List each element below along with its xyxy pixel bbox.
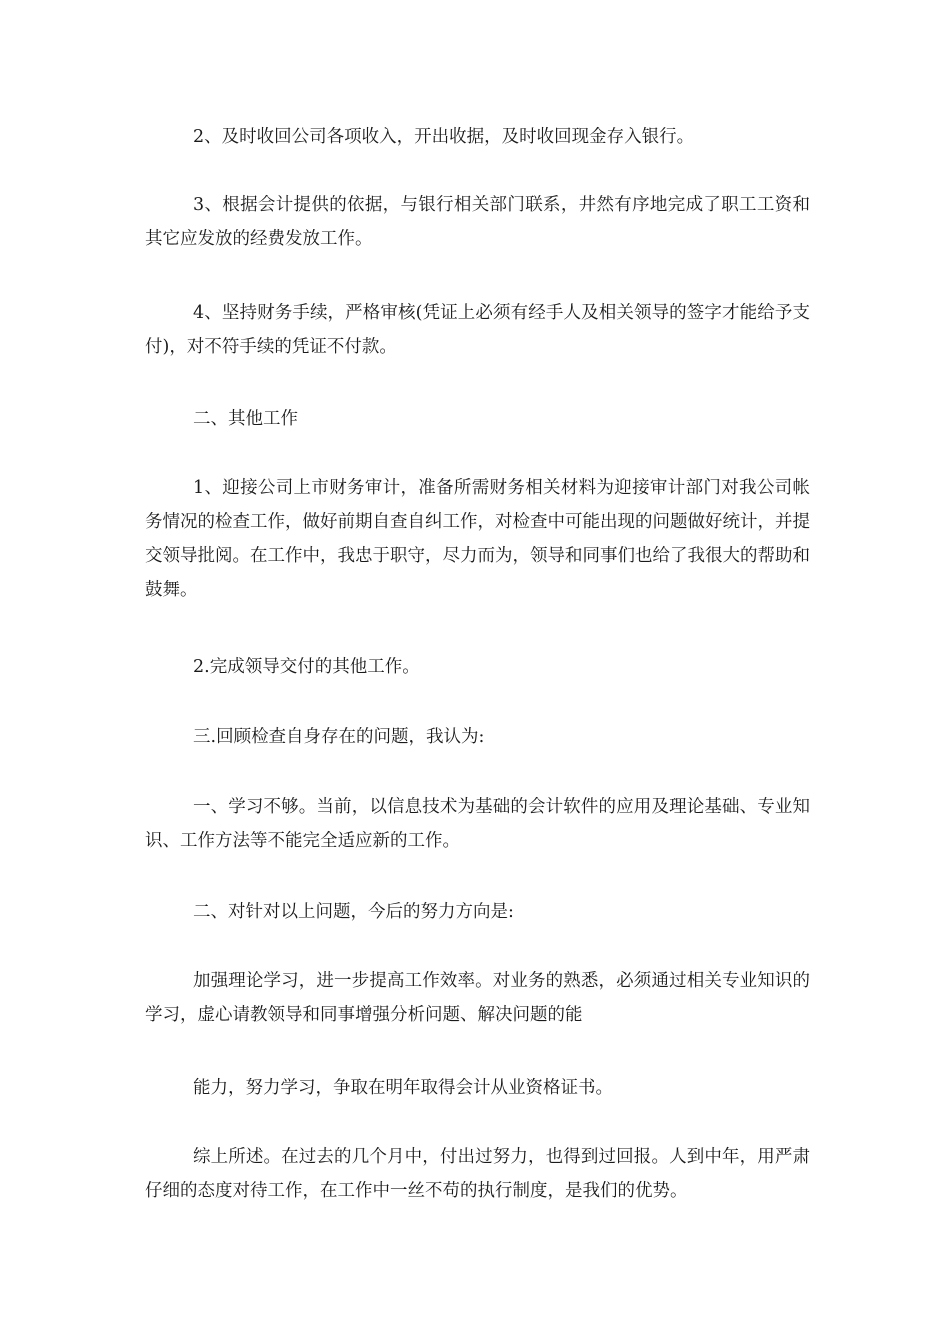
paragraph-item-1-audit: 1、迎接公司上市财务审计，准备所需财务相关材料为迎接审计部门对我公司帐务情况的检查工作，做好前期自查自纠工作，对检查中可能出现的问题做好统计，并提交领导批阅。在工作中，我忠于职守，尽力而为，领导和同事们也给了我很大的帮助和鼓舞。 [145,478,810,600]
paragraph-strengthen-study: 加强理论学习，进一步提高工作效率。对业务的熟悉，必须通过相关专业知识的学习，虚心请教领导和同事增强分析问题、解决问题的能 [145,971,810,1025]
paragraph-item-2-collect-income: 2、及时收回公司各项收入，开出收据，及时收回现金存入银行。 [193,127,695,147]
paragraph-summary: 综上所述。在过去的几个月中，付出过努力，也得到过回报。人到中年，用严肃仔细的态度对待工作，在工作中一丝不苟的执行制度，是我们的优势。 [145,1147,810,1201]
paragraph-certificate-goal: 能力，努力学习，争取在明年取得会计从业资格证书。 [193,1078,613,1098]
section-heading-review-problems: 三.回顾检查自身存在的问题，我认为: [193,727,485,747]
paragraph-item-2-other-tasks: 2.完成领导交付的其他工作。 [193,657,420,677]
section-heading-improvement-direction: 二、对针对以上问题，今后的努力方向是: [193,902,514,922]
paragraph-insufficient-learning: 一、学习不够。当前，以信息技术为基础的会计软件的应用及理论基础、专业知识、工作方法等不能完全适应新的工作。 [145,797,810,851]
section-heading-other-work: 二、其他工作 [193,409,298,429]
paragraph-item-4-strict-review: 4、坚持财务手续，严格审核(凭证上必须有经手人及相关领导的签字才能给予支付)，对不符手续的凭证不付款。 [145,303,810,357]
paragraph-item-3-salary-payment: 3、根据会计提供的依据，与银行相关部门联系，井然有序地完成了职工工资和其它应发放的经费发放工作。 [145,195,810,249]
